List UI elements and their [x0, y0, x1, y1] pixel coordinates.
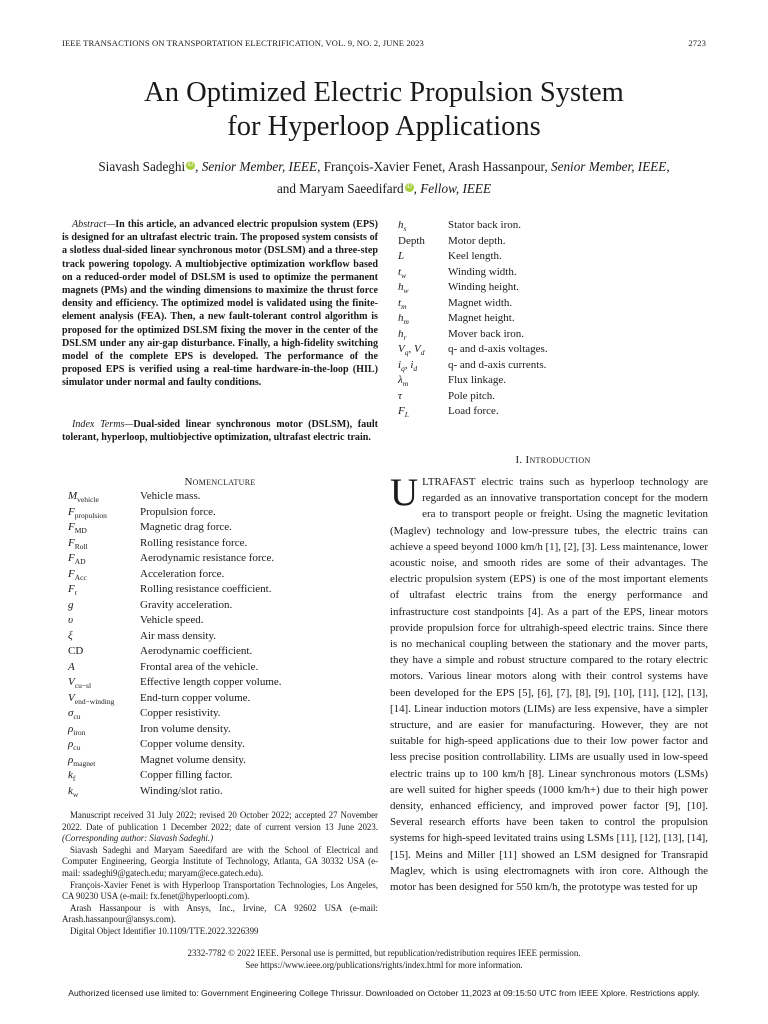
nomenclature-description: Winding/slot ratio.	[140, 784, 223, 797]
author-line-2: and Maryam Saeedifard iD , Fellow, IEEE	[276, 181, 492, 196]
symbol-description: Magnet height.	[448, 312, 515, 324]
symbol-item	[398, 218, 708, 234]
symbol-item	[398, 342, 708, 358]
paper-title-line-2: for Hyperloop Applications	[227, 111, 541, 142]
symbol-description: Keel length.	[448, 250, 502, 262]
page-number: 2723	[688, 38, 706, 48]
copyright-line-1: 2332-7782 © 2022 IEEE. Personal use is permitted, but republication/redistribution requires IEEE permission.	[187, 948, 581, 958]
nomenclature-description: Aerodynamic coefficient.	[140, 645, 253, 657]
index-terms	[62, 418, 378, 444]
nomenclature-item	[68, 551, 378, 567]
index-terms-text: Dual-sided linear synchronous motor (DSLSM), fault tolerant, hyperloop, multiobjective optimization, ultrafast electric train.	[62, 419, 378, 444]
symbol-description: Flux linkage.	[448, 374, 507, 386]
nomenclature-symbol: $F_{propulsion}$	[68, 505, 107, 520]
author-name: François-Xavier Fenet	[323, 159, 442, 174]
nomenclature-description: Copper volume density.	[140, 738, 245, 750]
nomenclature-item	[68, 505, 378, 521]
footnote-affiliation-1: Siavash Sadeghi and Maryam Saeedifard are with the School of Electrical and Computer Engineering, Georgia Institute of Technology, Atlanta, GA 30332 USA (e-mail: ssadeghi9@gatech.edu; maryam@ece.gatech.edu).	[62, 844, 378, 878]
symbol-notation: $h_r$	[398, 327, 407, 342]
symbol-description: Winding width.	[448, 265, 517, 278]
symbol-description: Stator back iron.	[448, 219, 522, 231]
nomenclature-symbol: $F_{MD}$	[68, 521, 87, 536]
nomenclature-symbol: $k_w$	[68, 784, 79, 799]
nomenclature-item	[68, 784, 378, 800]
symbol-description: Motor depth.	[448, 234, 506, 247]
symbol-description: Pole pitch.	[448, 389, 496, 402]
symbol-item	[398, 249, 708, 265]
nomenclature-description: Magnet volume density.	[140, 753, 246, 766]
nomenclature-description: Magnetic drag force.	[140, 521, 232, 533]
symbol-notation: $h_w$	[398, 281, 409, 296]
nomenclature-symbol: $M_{vehicle}$	[68, 490, 99, 505]
nomenclature-description: Acceleration force.	[140, 567, 225, 580]
author-name: and Maryam Saeedifard	[276, 181, 404, 196]
nomenclature-item	[68, 722, 378, 738]
nomenclature-item	[68, 629, 378, 645]
symbol-notation: $\lambda_m$	[398, 374, 409, 389]
nomenclature-list	[68, 489, 378, 799]
symbol-item	[398, 265, 708, 281]
nomenclature-item	[68, 489, 378, 505]
nomenclature-description: End-turn copper volume.	[140, 691, 251, 704]
nomenclature-description: Copper resistivity.	[140, 707, 221, 719]
symbol-notation: $i_q$, $i_d$	[398, 358, 418, 373]
nomenclature-item	[68, 675, 378, 691]
symbol-item	[398, 373, 708, 389]
intro-first-word: LTRAFAST	[422, 476, 476, 488]
symbol-list-right	[398, 218, 708, 420]
footnote-affiliation-3: Arash Hassanpour is with Ansys, Inc., Irvine, CA 92602 USA (e-mail: Arash.hassanpour@ansys.com).	[62, 902, 378, 925]
section-heading-introduction: I. Introduction	[515, 454, 591, 466]
symbol-notation: $h_s$	[398, 219, 407, 234]
nomenclature-symbol: $F_{AD}$	[68, 552, 86, 567]
symbol-description: q- and d-axis voltages.	[448, 343, 548, 355]
symbol-notation: $t_w$	[398, 265, 407, 280]
author-role: Fellow, IEEE	[420, 181, 492, 196]
author-name: Arash Hassanpour	[447, 159, 545, 174]
nomenclature-symbol: $F_{Roll}$	[68, 536, 88, 551]
author-name: Siavash Sadeghi	[98, 159, 186, 174]
paper-title-line-1: An Optimized Electric Propulsion System	[144, 77, 624, 108]
nomenclature-description: Gravity acceleration.	[140, 598, 233, 611]
nomenclature-symbol: $F_{Acc}$	[68, 567, 87, 582]
nomenclature-symbol: $k_f$	[68, 769, 76, 784]
symbol-item	[398, 389, 708, 405]
nomenclature-item	[68, 536, 378, 552]
nomenclature-description: Propulsion force.	[140, 505, 216, 518]
symbol-notation: $F_L$	[398, 405, 409, 420]
symbol-item	[398, 404, 708, 420]
nomenclature-item	[68, 768, 378, 784]
introduction-body	[390, 471, 708, 895]
symbol-description: Mover back iron.	[448, 327, 525, 340]
nomenclature-symbol: $\rho_{magnet}$	[68, 753, 96, 768]
nomenclature-description: Copper filling factor.	[140, 769, 233, 781]
symbol-notation: τ	[398, 389, 402, 402]
footnote	[62, 810, 378, 938]
nomenclature-item	[68, 753, 378, 769]
symbol-description: Winding height.	[448, 281, 520, 293]
nomenclature-item	[68, 660, 378, 676]
nomenclature-symbol: υ	[68, 614, 74, 626]
nomenclature-item	[68, 706, 378, 722]
footnote-doi: Digital Object Identifier 10.1109/TTE.2022.3226399	[70, 925, 259, 936]
symbol-item	[398, 311, 708, 327]
nomenclature-description: Iron volume density.	[140, 722, 231, 735]
orcid-icon[interactable]: iD	[406, 184, 412, 190]
symbol-item	[398, 280, 708, 296]
symbol-item	[398, 327, 708, 343]
nomenclature-symbol: $\rho_{cu}$	[68, 738, 81, 753]
nomenclature-item	[68, 691, 378, 707]
nomenclature-item	[68, 613, 378, 629]
orcid-icon[interactable]: iD	[187, 162, 194, 168]
abstract-text: In this article, an advanced electric propulsion system (EPS) is designed for an ultrafast electric train. The proposed system consists of a slotless dual-sided linear synchronous motor (DSLSM) and a three-step track powering topology. A multiobjective optimization workflow based on a reduced-order model of DSLSM is used to optimize the permanent magnets (PMs) and the winding dimensions to maximize the thrust force density and efficiency. The optimized model is validated using the finite-element analysis (FEA). Then, a new fault-tolerant control algorithm is proposed for the optimized DSLSM fixing the mover in the center of the DSLSM under any air-gap disturbance. Finally, a high-fidelity switching model of the complete EPS is developed. The performance of the proposed EPS is verified using a real-time hardware-in-the-loop (HIL) simulator under normal and faulty conditions.	[62, 219, 378, 389]
nomenclature-heading: Nomenclature	[184, 476, 256, 488]
nomenclature-item	[68, 644, 378, 660]
footnote-manuscript: Manuscript received 31 July 2022; revised 20 October 2022; accepted 27 November 2022. Date of publication 1 December 2022; date of current version 13 June 2023. (Corresponding author: Siavash Sadeghi.)	[62, 810, 378, 844]
nomenclature-item	[68, 582, 378, 598]
nomenclature-item	[68, 598, 378, 614]
symbol-description: Magnet width.	[448, 296, 513, 309]
nomenclature-item	[68, 737, 378, 753]
author-role: Senior Member, IEEE	[551, 159, 667, 174]
abstract-label: Abstract—	[72, 219, 116, 230]
nomenclature-description: Rolling resistance force.	[140, 536, 248, 549]
symbol-notation: $t_m$	[398, 296, 407, 311]
nomenclature-symbol: g	[68, 598, 74, 611]
symbol-notation: L	[398, 250, 405, 262]
nomenclature-description: Aerodynamic resistance force.	[140, 552, 275, 564]
symbol-description: q- and d-axis currents.	[448, 358, 547, 371]
nomenclature-description: Vehicle speed.	[140, 614, 204, 626]
nomenclature-item	[68, 567, 378, 583]
symbol-description: Load force.	[448, 405, 499, 417]
symbol-item	[398, 296, 708, 312]
nomenclature-symbol: $\sigma_{cu}$	[68, 707, 81, 722]
nomenclature-description: Frontal area of the vehicle.	[140, 660, 259, 673]
nomenclature-symbol: ξ	[68, 629, 73, 642]
running-header-journal: IEEE TRANSACTIONS ON TRANSPORTATION ELECTRIFICATION, VOL. 9, NO. 2, JUNE 2023	[62, 38, 424, 48]
symbol-notation: $h_m$	[398, 312, 409, 327]
symbol-item	[398, 234, 708, 250]
symbol-item	[398, 358, 708, 374]
copyright-line-2: See https://www.ieee.org/publications/rights/index.html for more information.	[245, 960, 523, 970]
nomenclature-description: Air mass density.	[140, 629, 216, 642]
nomenclature-symbol: $V_{end-winding}$	[68, 691, 115, 706]
authorized-use-notice: Authorized licensed use limited to: Government Engineering College Thrissur. Downloaded on October 11,2023 at 09:15:50 UTC from IEEE Xplore. Restrictions apply.	[68, 988, 700, 998]
nomenclature-description: Vehicle mass.	[140, 490, 201, 502]
nomenclature-symbol: $V_{cu-sl}$	[68, 676, 92, 691]
abstract	[62, 218, 378, 390]
nomenclature-symbol: $F_r$	[68, 583, 78, 598]
intro-text: electric trains such as hyperloop technology are regarded as an innovative transportation concept for the modern era to transport people or freight. Using the magnetic levitation (Maglev) technology and low-pressure tubes, the electric trains can achieve a speed beyond 1000 km/h [1], [2], [3]. Less maintenance, lower acoustic noise, and smooth rides are some of their advantages. The electric propulsion system (EPS) is one of the most important elements of ultrafast electric trains from the energy performance and infrastructure cost standpoints [4]. As a part of the EPS, linear motors provide propulsion force for ultrahigh-speed electric trains. Since there is no mechanical coupling between the stationary and the mover parts, they have a simple and robust structure compared to the rotary electric motors. Various linear motors along with their control systems have been developed for the EPS [5], [6], [7], [8], [9], [10], [11], [12], [13], [14]. Linear induction motors (LIMs) are less expensive, have a simpler structure, and are easier for manufacturing. However, they are not suitable for high-speed applications due to their low power factor and less precise position controllability. LIMs are usually used in low-speed electric trains up to 100 km/h [8]. Linear synchronous motors (LSMs) are well suited for higher speeds (1000 km/h+) due to their high power density, enhanced efficiency, and improved power factor [9], [10]. Several research efforts have been taken to control the propulsion systems for high-speed levitated trains using LSMs [11], [12], [13], [14], [15]. Meins and Miller [11] showed an LSM designed for Transrapid Maglev, which is using electromagnets with iron core. Although the motor has been designed for 550 km/h, the prototype was tested for up	[390, 476, 708, 894]
nomenclature-item	[68, 520, 378, 536]
nomenclature-symbol: CD	[68, 645, 84, 657]
drop-cap: U	[390, 471, 419, 514]
footnote-affiliation-2: François-Xavier Fenet is with Hyperloop Transportation Technologies, Los Angeles, CA 90230 USA (e-mail: fx.fenet@hyperloopti.com).	[62, 879, 378, 902]
symbol-notation: $V_q$, $V_d$	[398, 343, 425, 358]
nomenclature-symbol: A	[68, 660, 75, 673]
author-role: Senior Member, IEEE	[201, 159, 318, 174]
nomenclature-description: Effective length copper volume.	[140, 676, 282, 688]
nomenclature-description: Rolling resistance coefficient.	[140, 583, 272, 595]
nomenclature-symbol: $\rho_{iron}$	[68, 722, 86, 737]
author-line-1: Siavash Sadeghi iD , Senior Member, IEEE, François-Xavier Fenet, Arash Hassanpour, Senior Member, IEEE,	[98, 159, 670, 174]
symbol-notation: Depth	[398, 234, 425, 247]
index-terms-label: Index Terms—	[72, 419, 134, 430]
